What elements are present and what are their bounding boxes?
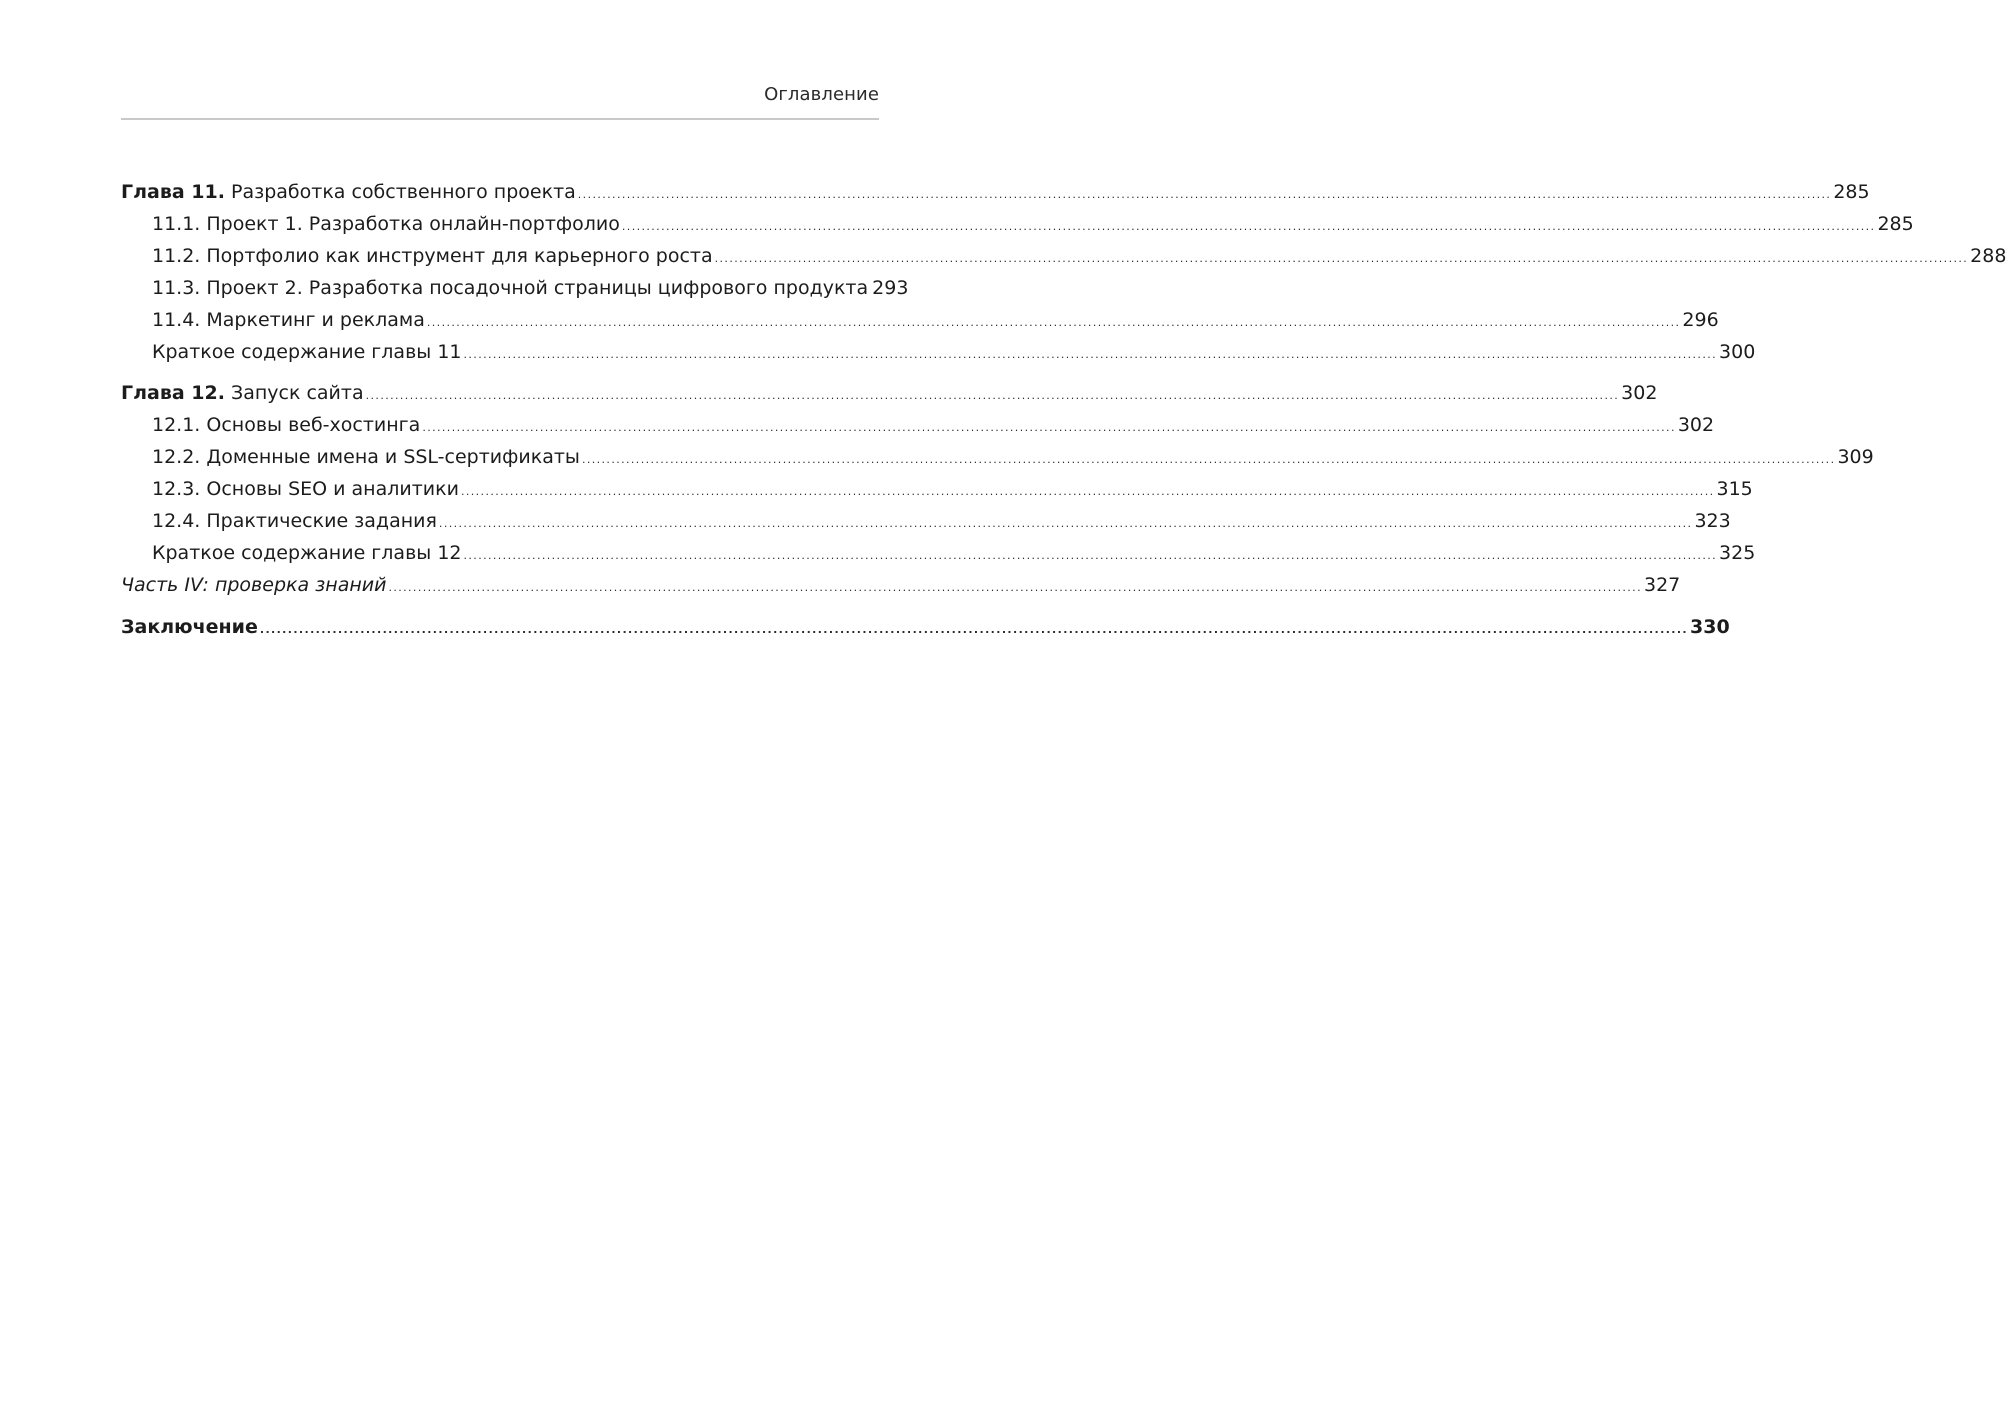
page-number: 302 xyxy=(1621,382,1658,404)
dot-leader xyxy=(427,307,1681,339)
toc-entry-section[interactable] xyxy=(121,537,1756,569)
toc-entry-conclusion[interactable] xyxy=(121,611,1730,643)
dot-leader xyxy=(464,339,1718,371)
toc-entry-title xyxy=(121,176,576,208)
dot-leader xyxy=(578,179,1832,211)
dot-leader xyxy=(582,444,1836,476)
page-number: 296 xyxy=(1682,309,1719,331)
page-number: 325 xyxy=(1719,542,1756,564)
toc-entry-chapter-12[interactable] xyxy=(121,377,1658,409)
toc-entry-title: 11.2. Портфолио как инструмент для карьерного роста xyxy=(152,245,713,267)
toc-entry-title: 12.3. Основы SEO и аналитики xyxy=(152,478,459,500)
dot-leader xyxy=(439,508,1693,540)
toc-entry-title: 12.2. Доменные имена и SSL-сертификаты xyxy=(152,446,580,468)
page-number: 302 xyxy=(1677,414,1715,436)
chapter-prefix: Глава 11. xyxy=(121,181,225,203)
toc-entry-section[interactable] xyxy=(121,473,1753,505)
toc-entry-section[interactable] xyxy=(121,272,909,304)
toc-entry-title: Краткое содержание главы 11 xyxy=(152,341,462,363)
toc-entry-chapter-11[interactable] xyxy=(121,176,1870,208)
page-number: 288 xyxy=(1970,245,2006,267)
toc-entry-title: 12.4. Практические задания xyxy=(152,510,437,532)
page-number: 315 xyxy=(1716,478,1753,500)
toc-entry-section[interactable] xyxy=(121,208,1914,240)
toc-entry-title: 11.1. Проект 1. Разработка онлайн-портфолио xyxy=(152,213,620,235)
dot-leader xyxy=(464,540,1718,572)
dot-leader xyxy=(715,243,1969,275)
toc-entry-section[interactable] xyxy=(121,409,1715,441)
toc-entry-title: Заключение xyxy=(121,616,258,638)
toc-entry-title xyxy=(121,377,364,409)
page-number: 300 xyxy=(1719,341,1756,363)
toc-entry-title: 12.1. Основы веб-хостинга xyxy=(152,414,421,436)
page-number: 309 xyxy=(1837,446,1874,468)
page-number: 323 xyxy=(1694,510,1731,532)
dot-leader xyxy=(422,412,1676,444)
toc-entry-title: Краткое содержание главы 12 xyxy=(152,542,462,564)
chapter-prefix: Глава 12. xyxy=(121,382,225,404)
dot-leader xyxy=(388,572,1642,604)
chapter-title: Запуск сайта xyxy=(231,382,364,404)
toc-entry-section[interactable] xyxy=(121,336,1756,368)
page-number: 293 xyxy=(872,277,909,299)
dot-leader xyxy=(622,211,1876,243)
toc-entry-section[interactable] xyxy=(121,240,2006,272)
header-rule xyxy=(121,118,879,120)
dot-leader xyxy=(366,380,1620,412)
dot-leader xyxy=(260,614,1688,646)
toc-entry-title: 11.3. Проект 2. Разработка посадочной страницы цифрового продукта xyxy=(152,277,869,299)
page-number: 327 xyxy=(1643,574,1681,596)
page-number: 330 xyxy=(1690,616,1730,638)
toc-entry-part-review[interactable] xyxy=(121,569,1681,601)
running-head: Оглавление xyxy=(764,84,879,105)
toc-entry-section[interactable] xyxy=(121,304,1719,336)
table-of-contents xyxy=(121,176,2006,643)
page-number: 285 xyxy=(1833,181,1870,203)
toc-entry-section[interactable] xyxy=(121,505,1731,537)
page-number: 285 xyxy=(1877,213,1914,235)
chapter-title: Разработка собственного проекта xyxy=(231,181,576,203)
dot-leader xyxy=(461,476,1715,508)
toc-entry-title: Часть IV: проверка знаний xyxy=(121,574,387,596)
toc-entry-section[interactable] xyxy=(121,441,1874,473)
toc-entry-title: 11.4. Маркетинг и реклама xyxy=(152,309,425,331)
